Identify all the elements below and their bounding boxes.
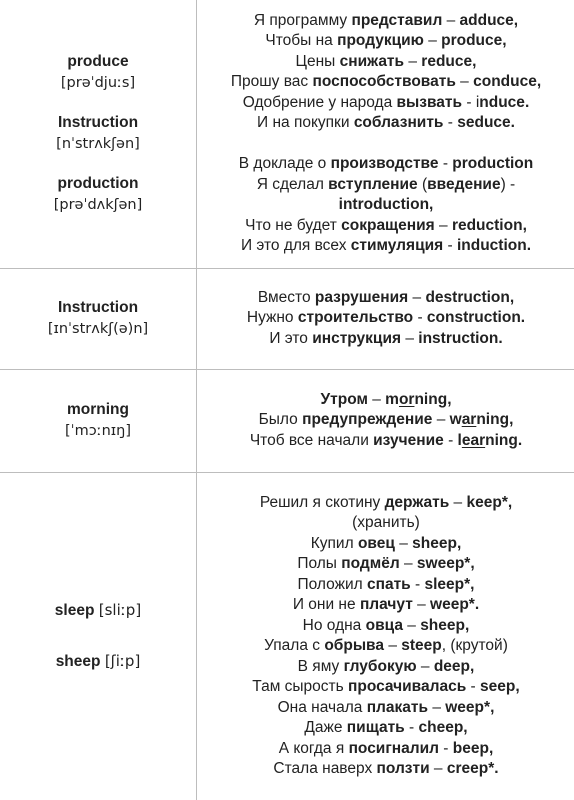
poem-line: Положил спать - sleep*, (297, 575, 475, 593)
poem-line: Чтоб все начали изучение - learning. (249, 431, 523, 449)
poem-line: Купил овец – sheep, (310, 534, 462, 552)
word-entry (0, 113, 196, 154)
word-cell (0, 472, 197, 800)
word-cell (0, 268, 197, 369)
poem-cell (197, 0, 574, 268)
word-entry (0, 600, 196, 622)
word-cell (0, 369, 197, 472)
word-entry (0, 52, 196, 93)
poem-cell (197, 472, 574, 800)
poem-line: В яму глубокую – deep, (297, 657, 475, 675)
table-row (0, 268, 574, 369)
word-entry (0, 298, 196, 339)
poem-cell (197, 268, 574, 369)
word-entry (0, 651, 196, 673)
poem-line: Она начала плакать – weep*, (277, 698, 495, 716)
word-entry (0, 400, 196, 441)
word-term: morning (67, 401, 129, 418)
word-term: produce (67, 53, 129, 71)
poem-line: И это инструкция – instruction. (269, 329, 503, 347)
poem-cell (197, 369, 574, 472)
poem-line: Там сырость просачивалась - seep, (252, 678, 520, 696)
poem-line: Упала с обрыва – steep, (крутой) (264, 637, 508, 655)
poem-line: И это для всех стимуляция - induction. (240, 237, 532, 255)
poem-line: (хранить) (352, 514, 420, 532)
word-cell (0, 0, 197, 268)
poem-line: Я сделал вступление (введение) - (256, 175, 516, 193)
poem-line: Чтобы на продукцию – produce, (265, 32, 507, 50)
word-transcription: [ˈmɔːnɪŋ] (64, 422, 132, 439)
table-row (0, 472, 574, 800)
poem-line: Полы подмёл – sweep*, (297, 555, 475, 573)
word-term: Instruction (57, 299, 139, 316)
word-transcription: [ɪnˈstrʌkʃ(ə)n] (47, 320, 149, 337)
poem-line: Что не будет сокращения – reduction, (245, 216, 527, 234)
word-entry (0, 174, 196, 215)
word-transcription: [prəˈdjuːs] (60, 74, 136, 91)
poem-line: А когда я посигналил - beep, (278, 739, 494, 757)
poem-line: Решил я скотину держать – keep*, (259, 493, 513, 511)
poem-line: Нужно строительство - construction. (246, 309, 526, 327)
word-transcription: [sliːp] (98, 600, 142, 619)
word-transcription: [ʃiːp] (104, 652, 141, 671)
word-term: sheep (55, 653, 101, 671)
poem-line: Прошу вас поспособствовать – conduce, (230, 73, 542, 91)
poem-line: Вместо разрушения – destruction, (257, 288, 515, 306)
poem-line: introduction, (338, 196, 434, 214)
poem-line: Стала наверх ползти – creep*. (273, 760, 499, 778)
word-term: Instruction (57, 114, 139, 132)
table-row (0, 0, 574, 268)
poem-line: И они не плачут – weep*. (292, 596, 480, 614)
poem-line: Одобрение у народа вызвать - induce. (242, 93, 530, 111)
poem-line: В докладе о производстве - production (238, 155, 534, 173)
poem-line: Но одна овца – sheep, (302, 616, 470, 634)
poem-line: Я программу представил – adduce, (253, 11, 519, 29)
table-row (0, 369, 574, 472)
poem-line: И на покупки соблазнить - seduce. (257, 114, 515, 132)
poem-line: Было предупреждение – warning, (258, 411, 514, 429)
word-transcription: [nˈstrʌkʃən] (56, 135, 140, 152)
poem-line: Утром – morning, (320, 390, 452, 408)
poem-line: Цены снижать – reduce, (295, 52, 477, 70)
word-transcription: [prəˈdʌkʃən] (53, 196, 143, 213)
word-term: sleep (54, 601, 95, 619)
poem-line: Даже пищать - cheep, (304, 719, 468, 737)
stanza-gap (197, 134, 574, 155)
word-term: production (57, 175, 139, 193)
